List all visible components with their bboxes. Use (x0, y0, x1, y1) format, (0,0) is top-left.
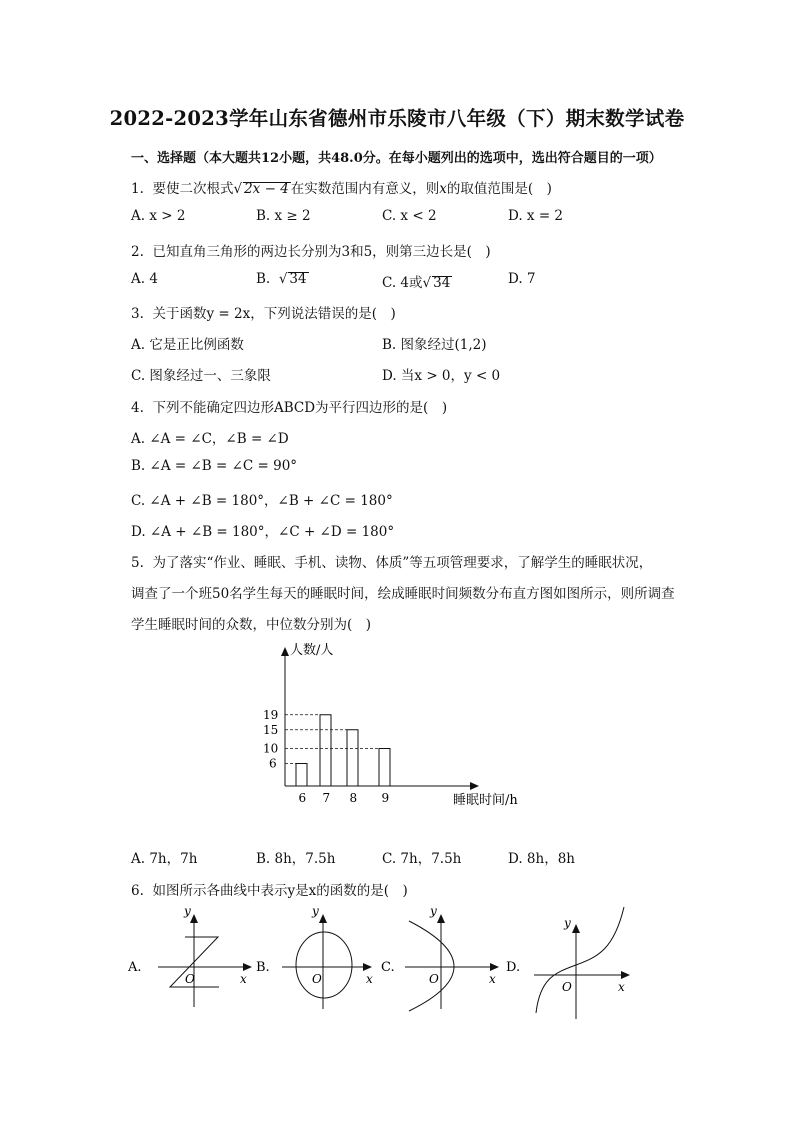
histogram-marks (263, 642, 518, 808)
q4-text: 下列不能确定四边形ABCD为平行四边形的是( ) (152, 400, 448, 416)
graph-a-label: A. (128, 960, 142, 975)
question-1: 1. 要使二次根式√ 2x − 4 在实数范围内有意义，则x的取值范围是( ) (131, 181, 552, 197)
q5-line-3: 学生睡眠时间的众数，中位数分别为( ) (131, 617, 372, 633)
y-axis-arrow (281, 647, 289, 656)
q2-option-c: C. 4或√ 34 (382, 275, 451, 291)
question-4 (131, 396, 447, 416)
graph-b-x-label: x (366, 972, 373, 986)
q4-option-d: D. ∠A + ∠B = 180°，∠C + ∠D = 180° (131, 524, 395, 540)
q2-option-c-radicand: 34 (433, 275, 451, 291)
bar-7 (320, 715, 331, 786)
histogram-chart (255, 636, 540, 811)
q1-option-c: C. x < 2 (382, 208, 437, 224)
x-tick-label: 9 (381, 791, 390, 805)
q3-text: 关于函数y = 2x，下列说法错误的是( ) (152, 306, 396, 322)
q1-number: 1. (131, 181, 144, 197)
y-tick-label: 10 (263, 741, 279, 756)
x-tick-label: 6 (298, 791, 307, 805)
q5-line-2: 调查了一个班50名学生每天的睡眠时间，绘成睡眠时间频数分布直方图如图所示，则所调查 (131, 586, 675, 602)
y-tick-label: 15 (263, 722, 279, 737)
q2-option-b-radicand: 34 (289, 271, 307, 287)
graph-a-origin-label: O (185, 972, 195, 986)
question-6 (131, 879, 408, 899)
q2-option-d: D. 7 (508, 271, 536, 287)
graph-b-label: B. (256, 960, 270, 975)
graph-b-origin-label: O (312, 972, 322, 986)
q5-number: 5. (131, 555, 144, 571)
graph-d-label: D. (506, 960, 521, 975)
paper-title: 2022-2023学年山东省德州市乐陵市八年级（下）期末数学试卷 (109, 107, 685, 130)
q5-option-b: B. 8h，7.5h (256, 851, 336, 867)
x-axis-title: 睡眠时间/h (453, 793, 518, 808)
q3-option-b: B. 图象经过(1,2) (382, 337, 487, 353)
graph-d-origin-label: O (562, 980, 572, 994)
q3-option-a: A. 它是正比例函数 (131, 337, 244, 353)
graph-c (381, 903, 509, 1013)
q4-option-a: A. ∠A = ∠C，∠B = ∠D (131, 431, 289, 447)
graph-d-x-label: x (618, 980, 625, 994)
q1-option-b: B. x ≥ 2 (256, 208, 311, 224)
graph-d (506, 903, 638, 1021)
q1-var: x (439, 181, 447, 197)
question-5 (131, 551, 652, 571)
question-3 (131, 302, 396, 322)
q5-option-d: D. 8h，8h (508, 851, 575, 867)
q1-option-a: A. x > 2 (131, 208, 186, 224)
graph-d-y-label: y (564, 916, 571, 930)
q5-option-c: C. 7h，7.5h (382, 851, 462, 867)
q4-option-b: B. ∠A = ∠B = ∠C = 90° (131, 458, 298, 474)
q1-text-post2: 的取值范围是( ) (446, 181, 552, 197)
y-axis-title: 人数/人 (290, 643, 334, 658)
q1-option-d: D. x = 2 (508, 208, 564, 224)
question-2 (131, 240, 491, 260)
graph-a (128, 903, 256, 1013)
q2-option-b-label: B. (256, 271, 271, 287)
q4-option-c: C. ∠A + ∠B = 180°，∠B + ∠C = 180° (131, 493, 393, 509)
bar-6 (296, 764, 307, 787)
x-tick-label: 8 (349, 791, 358, 805)
q2-option-c-label: C. 4或 (382, 275, 423, 291)
x-axis-arrow (470, 782, 479, 790)
q3-number: 3. (131, 306, 144, 322)
graph-c-y-label: y (430, 904, 437, 918)
graph-c-x-label: x (489, 972, 496, 986)
q2-text: 已知直角三角形的两边长分别为3和5，则第三边长是( ) (152, 244, 491, 260)
graph-a-y-label: y (184, 904, 191, 918)
graph-c-origin-label: O (429, 972, 439, 986)
q5-option-a: A. 7h，7h (131, 851, 198, 867)
q1-text-pre: 要使二次根式 (152, 181, 234, 197)
bar-8 (347, 730, 358, 786)
q3-option-d: D. 当x > 0，y < 0 (382, 368, 501, 384)
graph-b (254, 903, 382, 1013)
q1-radicand: 2x − 4 (244, 181, 289, 197)
q2-number: 2. (131, 244, 144, 260)
q1-text-post: 在实数范围内有意义，则 (290, 181, 440, 197)
y-tick-label: 6 (269, 756, 277, 771)
q6-number: 6. (131, 883, 144, 899)
q6-text: 如图所示各曲线中表示y是x的函数的是( ) (152, 883, 408, 899)
graph-b-y-label: y (312, 904, 319, 918)
q5-line-1: 为了落实“作业、睡眠、手机、读物、体质”等五项管理要求，了解学生的睡眠状况， (152, 555, 653, 571)
graph-c-label: C. (381, 960, 395, 975)
q2-option-b: B. √ 34 (256, 271, 307, 287)
q4-number: 4. (131, 400, 144, 416)
y-tick-label: 19 (263, 707, 279, 722)
bar-9 (379, 749, 390, 787)
q2-option-a: A. 4 (131, 271, 158, 287)
graph-a-x-label: x (240, 972, 247, 986)
q3-option-c: C. 图象经过一、三象限 (131, 368, 271, 384)
section-heading: 一、选择题（本大题共12小题，共48.0分。在每小题列出的选项中，选出符合题目的一项） (131, 151, 662, 166)
x-tick-label: 7 (322, 791, 331, 805)
